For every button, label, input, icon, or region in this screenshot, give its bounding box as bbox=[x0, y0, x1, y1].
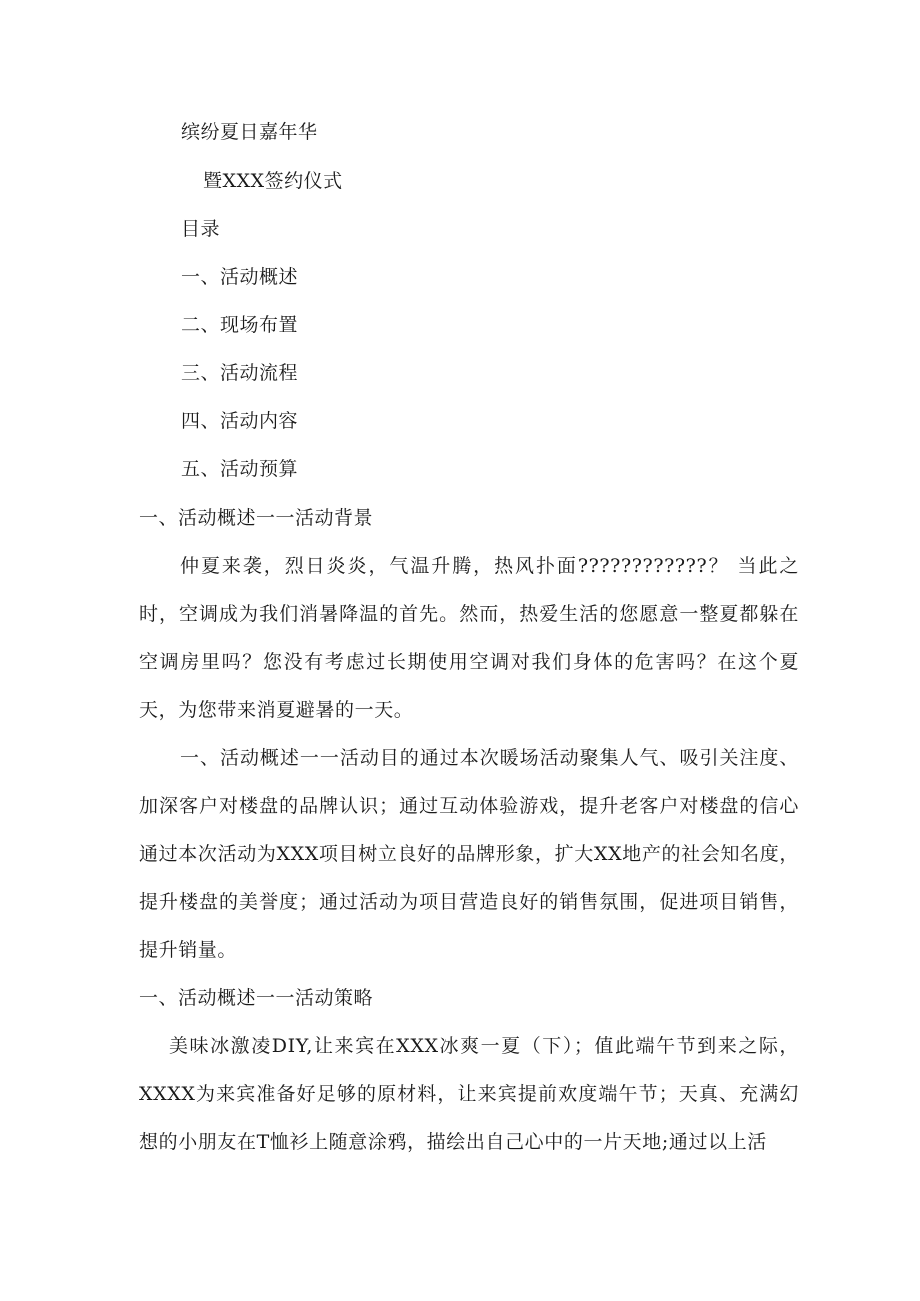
title-line-1: 缤纷夏日嘉年华 bbox=[181, 121, 318, 143]
toc-item-5: 五、活动预算 bbox=[181, 458, 299, 480]
toc-item-1: 一、活动概述 bbox=[181, 266, 299, 288]
section-background-heading: 一、活动概述一一活动背景 bbox=[139, 507, 374, 529]
toc-heading: 目录 bbox=[181, 218, 221, 240]
toc-item-2: 二、现场布置 bbox=[181, 314, 299, 336]
section-strategy-heading: 一、活动概述一一活动策略 bbox=[139, 987, 374, 1009]
toc-item-3: 三、活动流程 bbox=[181, 362, 299, 384]
toc-item-4: 四、活动内容 bbox=[181, 410, 299, 432]
title-line-2: 暨XXX签约仪式 bbox=[203, 170, 343, 192]
section-goal-paragraph: 一、活动概述一一活动目的通过本次暖场活动聚集人气、吸引关注度、加深客户对楼盘的品牌认识；通过互动体验游戏，提升老客户对楼盘的信心通过本次活动为XXX项目树立良好的品牌形象，扩大XX地产的社会知名度，提升楼盘的美誉度；通过活动为项目营造良好的销售氛围，促进项目销售，提升销量。 bbox=[139, 747, 799, 961]
section-strategy-paragraph: 美味冰激凌DIY,让来宾在XXX冰爽一夏（下）；值此端午节到来之际，XXXX为来宾准备好足够的原材料，让来宾提前欢度端午节；天真、充满幻想的小朋友在T恤衫上随意涂鸦，描绘出自己心中的一片天地;通过以上活 bbox=[139, 1035, 799, 1153]
section-background-paragraph: 仲夏来袭，烈日炎炎，气温升腾，热风扑面????????????？ 当此之时，空调成为我们消暑降温的首先。然而，热爱生活的您愿意一整夏都躲在空调房里吗？您没有考虑过长期使用空调对我们身体的危害吗？在这个夏天，为您带来消夏避暑的一天。 bbox=[139, 555, 799, 721]
